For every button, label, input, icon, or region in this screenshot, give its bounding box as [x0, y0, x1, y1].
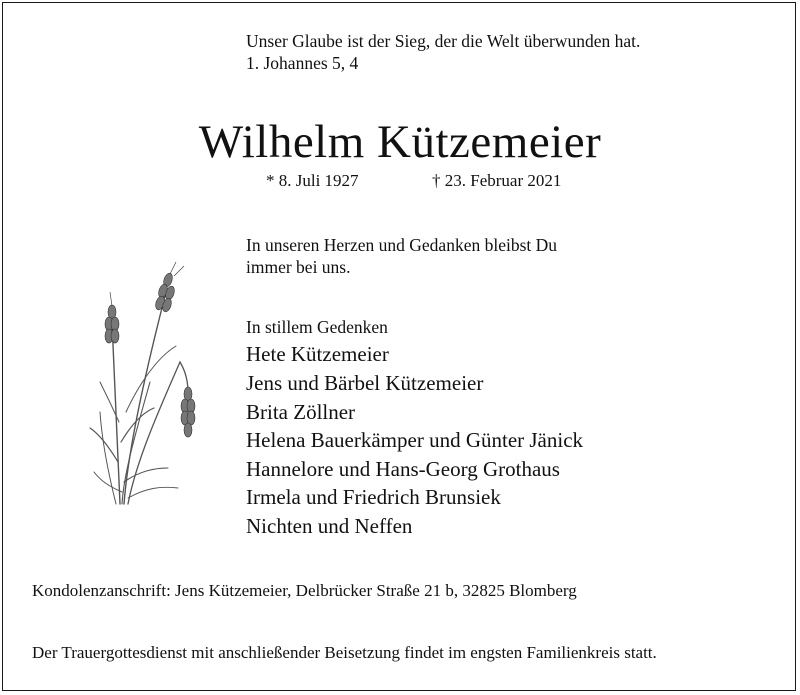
mourner-name: Irmela und Friedrich Brunsiek — [246, 485, 501, 509]
birth-date: * 8. Juli 1927 — [266, 171, 359, 190]
death-date: † 23. Februar 2021 — [432, 171, 562, 190]
memorial-message-line-2: immer bei uns. — [246, 257, 351, 277]
funeral-service-note: Der Trauergottesdienst mit anschließender Beisetzung findet im engsten Familienkreis statt. — [32, 643, 657, 662]
mourner-name: Hannelore und Hans-Georg Grothaus — [246, 457, 560, 481]
wheat-stalks-icon — [88, 262, 218, 512]
mourners-intro: In stillem Gedenken — [246, 317, 388, 337]
mourner-name: Brita Zöllner — [246, 400, 356, 424]
deceased-name: Wilhelm Kützemeier — [198, 116, 602, 168]
mourner-name: Hete Kützemeier — [246, 342, 389, 366]
memorial-message-line-1: In unseren Herzen und Gedanken bleibst Du — [246, 235, 558, 255]
bible-reference: 1. Johannes 5, 4 — [246, 53, 359, 73]
mourner-name: Jens und Bärbel Kützemeier — [246, 371, 484, 395]
mourner-name: Helena Bauerkämper und Günter Jänick — [246, 428, 584, 452]
mourner-name: Nichten und Neffen — [246, 514, 413, 538]
condolence-address: Kondolenzanschrift: Jens Kützemeier, Delbrücker Straße 21 b, 32825 Blomberg — [32, 581, 577, 600]
bible-verse: Unser Glaube ist der Sieg, der die Welt überwunden hat. — [246, 31, 641, 51]
